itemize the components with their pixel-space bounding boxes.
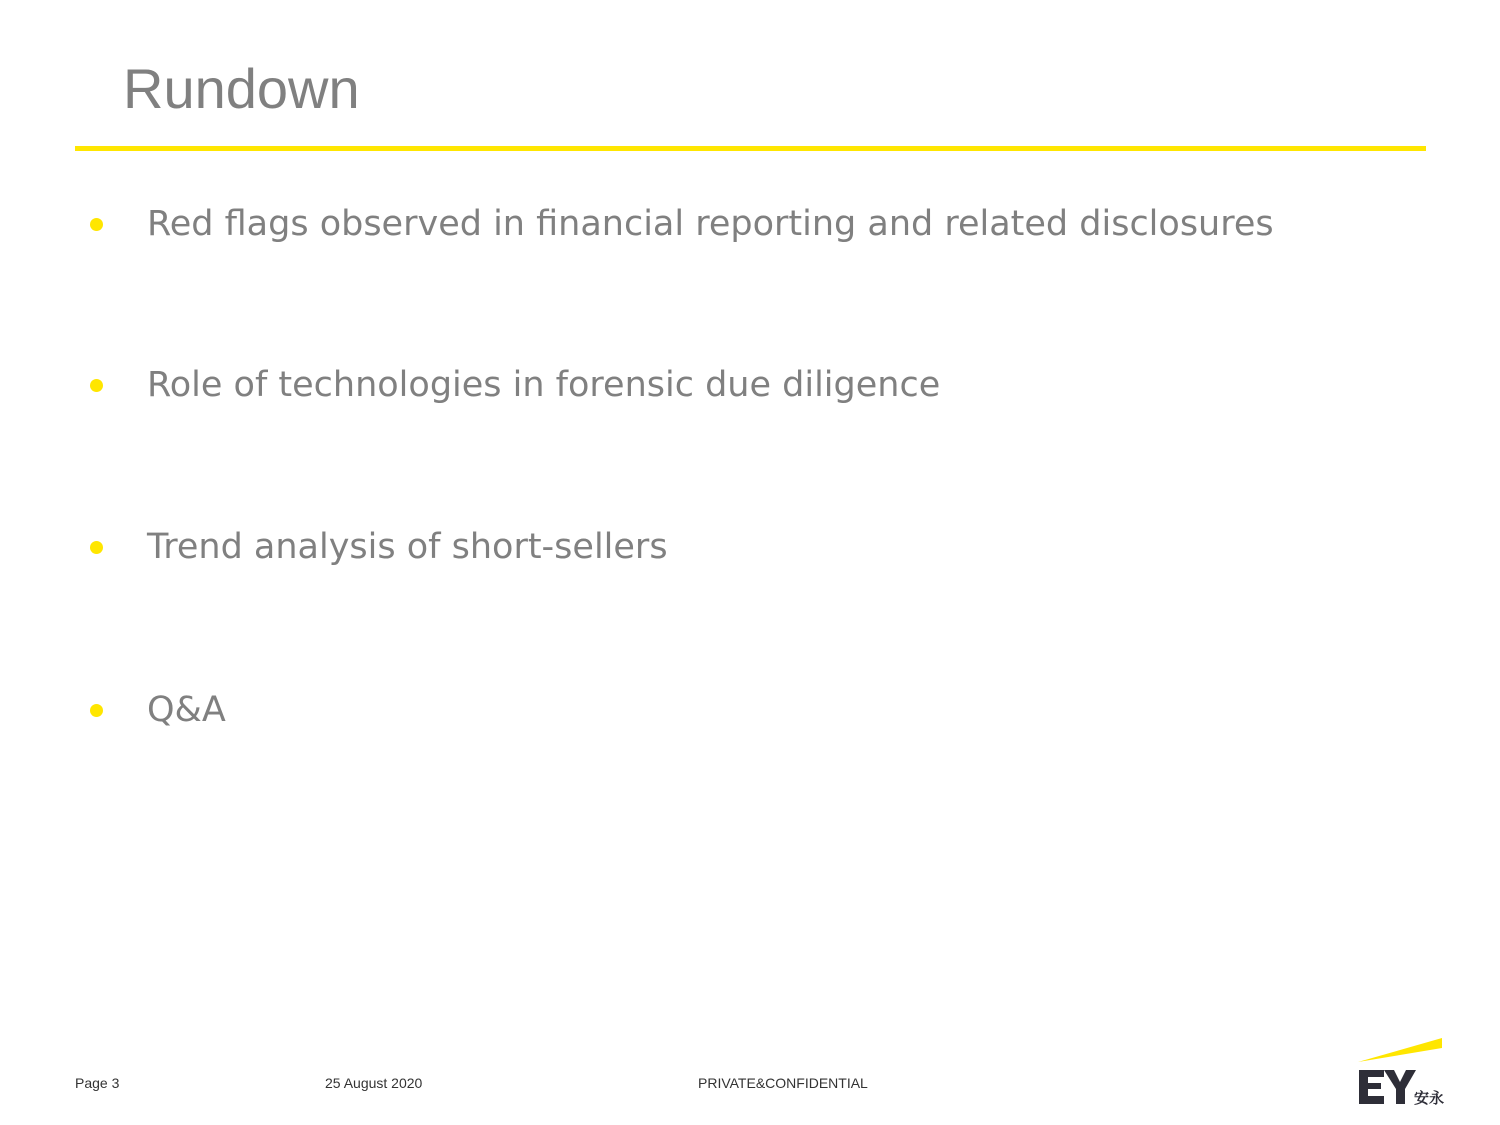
ey-logo-y: [1384, 1070, 1416, 1104]
bullet-text: Trend analysis of short-sellers: [147, 527, 668, 567]
slide-title: Rundown: [123, 57, 360, 120]
bullet-dot-icon: [90, 541, 103, 554]
bullet-item: [90, 199, 1274, 249]
bullet-text: Q&A: [147, 690, 226, 730]
bullet-dot-icon: [90, 379, 103, 392]
bullet-text: Role of technologies in forensic due diligence: [147, 365, 941, 405]
bullet-item: [90, 360, 940, 410]
ey-logo-e: [1359, 1070, 1384, 1104]
bullet-dot-icon: [90, 704, 103, 717]
bullet-dot-icon: [90, 218, 103, 231]
bullet-text: Red flags observed in financial reporting and related disclosures: [147, 204, 1274, 244]
bullet-item: [90, 522, 668, 572]
title-divider: [75, 146, 1426, 151]
ey-logo-icon: [1356, 1036, 1448, 1110]
ey-logo-beam: [1358, 1038, 1442, 1062]
ey-logo-chinese: 安永: [1414, 1089, 1445, 1107]
page-number: Page 3: [75, 1075, 120, 1091]
footer-date: 25 August 2020: [325, 1075, 423, 1091]
footer-classification: PRIVATE&CONFIDENTIAL: [698, 1075, 868, 1091]
bullet-item: [90, 685, 226, 735]
